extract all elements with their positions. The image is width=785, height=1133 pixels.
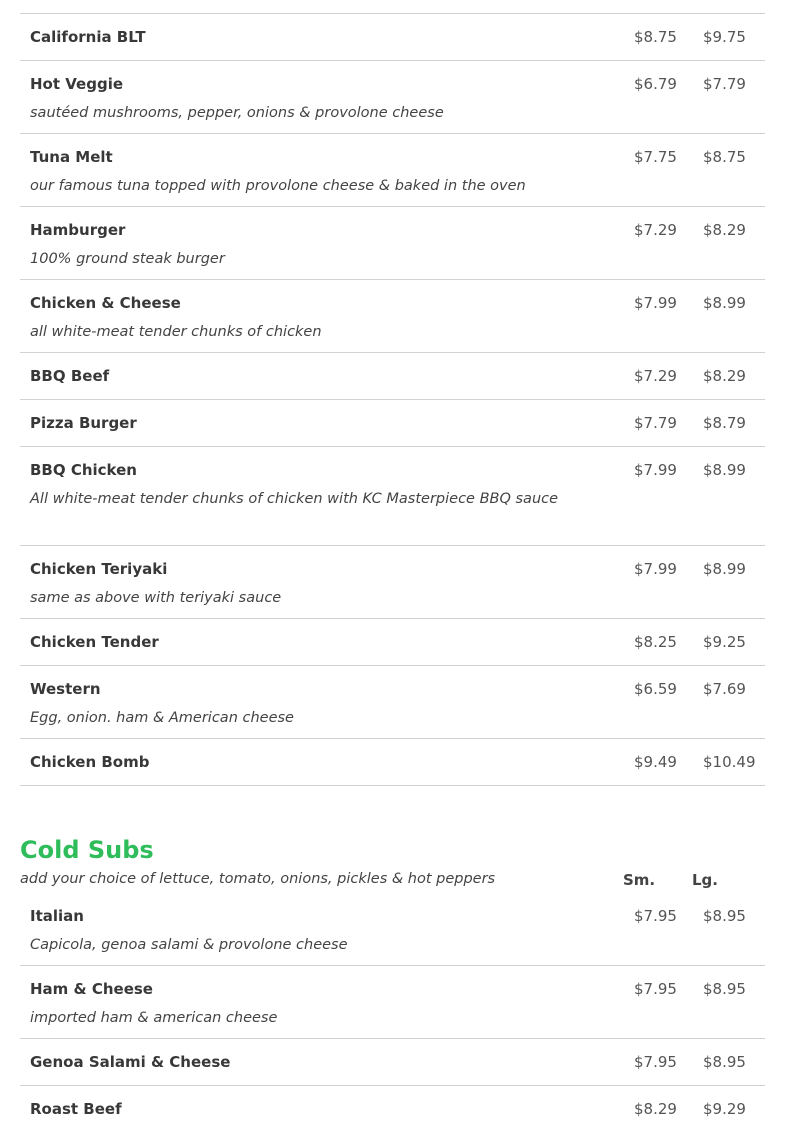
item-name: California BLT (30, 28, 146, 46)
section-title: Cold Subs (20, 836, 154, 864)
menu-item (20, 280, 765, 353)
item-description: 100% ground steak burger (30, 251, 225, 267)
price-large: $7.69 (703, 680, 746, 698)
hot-subs-list (20, 13, 765, 786)
menu-item (20, 134, 765, 207)
item-description: imported ham & american cheese (30, 1010, 278, 1026)
price-large: $8.79 (703, 414, 746, 432)
item-description: Egg, onion. ham & American cheese (30, 710, 294, 726)
price-small: $6.59 (634, 680, 677, 698)
item-description: same as above with teriyaki sauce (30, 590, 282, 606)
price-large: $8.99 (703, 560, 746, 578)
price-small: $8.75 (634, 28, 677, 46)
item-name: BBQ Chicken (30, 461, 137, 479)
price-small: $7.95 (634, 980, 677, 998)
section-note: add your choice of lettuce, tomato, onions, pickles & hot peppers (20, 871, 496, 887)
size-header-small: Sm. (623, 871, 656, 889)
cold-subs-list (20, 893, 765, 1133)
price-large: $8.29 (703, 221, 746, 239)
item-name: Ham & Cheese (30, 980, 153, 998)
item-name: Italian (30, 907, 84, 925)
item-name: Tuna Melt (30, 148, 113, 166)
size-header-large: Lg. (692, 871, 718, 889)
price-large: $9.75 (703, 28, 746, 46)
price-small: $8.29 (634, 1100, 677, 1118)
price-large: $8.95 (703, 1053, 746, 1071)
item-name: Hot Veggie (30, 75, 124, 93)
item-description: All white-meat tender chunks of chicken with KC Masterpiece BBQ sauce (30, 491, 559, 507)
item-name: Hamburger (30, 221, 126, 239)
price-large: $8.99 (703, 294, 746, 312)
menu-item (20, 1039, 765, 1086)
price-small: $6.79 (634, 75, 677, 93)
price-small: $7.79 (634, 414, 677, 432)
item-name: Genoa Salami & Cheese (30, 1053, 231, 1071)
price-large: $9.25 (703, 633, 746, 651)
price-small: $7.99 (634, 294, 677, 312)
price-large: $8.95 (703, 980, 746, 998)
price-large: $8.29 (703, 367, 746, 385)
price-small: $7.29 (634, 367, 677, 385)
price-small: $8.25 (634, 633, 677, 651)
item-description: sautéed mushrooms, pepper, onions & provolone cheese (30, 105, 444, 121)
menu-item (20, 619, 765, 666)
item-description: Capicola, genoa salami & provolone cheese (30, 937, 348, 953)
price-small: $7.75 (634, 148, 677, 166)
price-small: $7.95 (634, 1053, 677, 1071)
item-name: Chicken Tender (30, 633, 159, 651)
menu-item (20, 739, 765, 786)
item-name: Chicken & Cheese (30, 294, 181, 312)
item-description: all white-meat tender chunks of chicken (30, 324, 322, 340)
price-large: $10.49 (703, 753, 756, 771)
item-description: our famous tuna topped with provolone cheese & baked in the oven (30, 178, 526, 194)
price-small: $7.99 (634, 560, 677, 578)
price-small: $7.99 (634, 461, 677, 479)
price-large: $9.29 (703, 1100, 746, 1118)
menu-item (20, 966, 765, 1039)
menu-item (20, 14, 765, 61)
menu-item (20, 353, 765, 400)
price-large: $8.99 (703, 461, 746, 479)
price-small: $7.95 (634, 907, 677, 925)
menu-item (20, 666, 765, 739)
item-name: Western (30, 680, 101, 698)
menu-item (20, 447, 765, 546)
item-name: BBQ Beef (30, 367, 110, 385)
price-large: $8.75 (703, 148, 746, 166)
menu-item (20, 400, 765, 447)
menu-item (20, 207, 765, 280)
item-name: Chicken Bomb (30, 753, 150, 771)
menu-item (20, 61, 765, 134)
price-large: $8.95 (703, 907, 746, 925)
price-small: $7.29 (634, 221, 677, 239)
menu-item (20, 893, 765, 966)
item-name: Chicken Teriyaki (30, 560, 168, 578)
menu-item (20, 546, 765, 619)
item-name: Roast Beef (30, 1100, 122, 1118)
menu-item (20, 1086, 765, 1133)
price-small: $9.49 (634, 753, 677, 771)
item-name: Pizza Burger (30, 414, 137, 432)
price-large: $7.79 (703, 75, 746, 93)
